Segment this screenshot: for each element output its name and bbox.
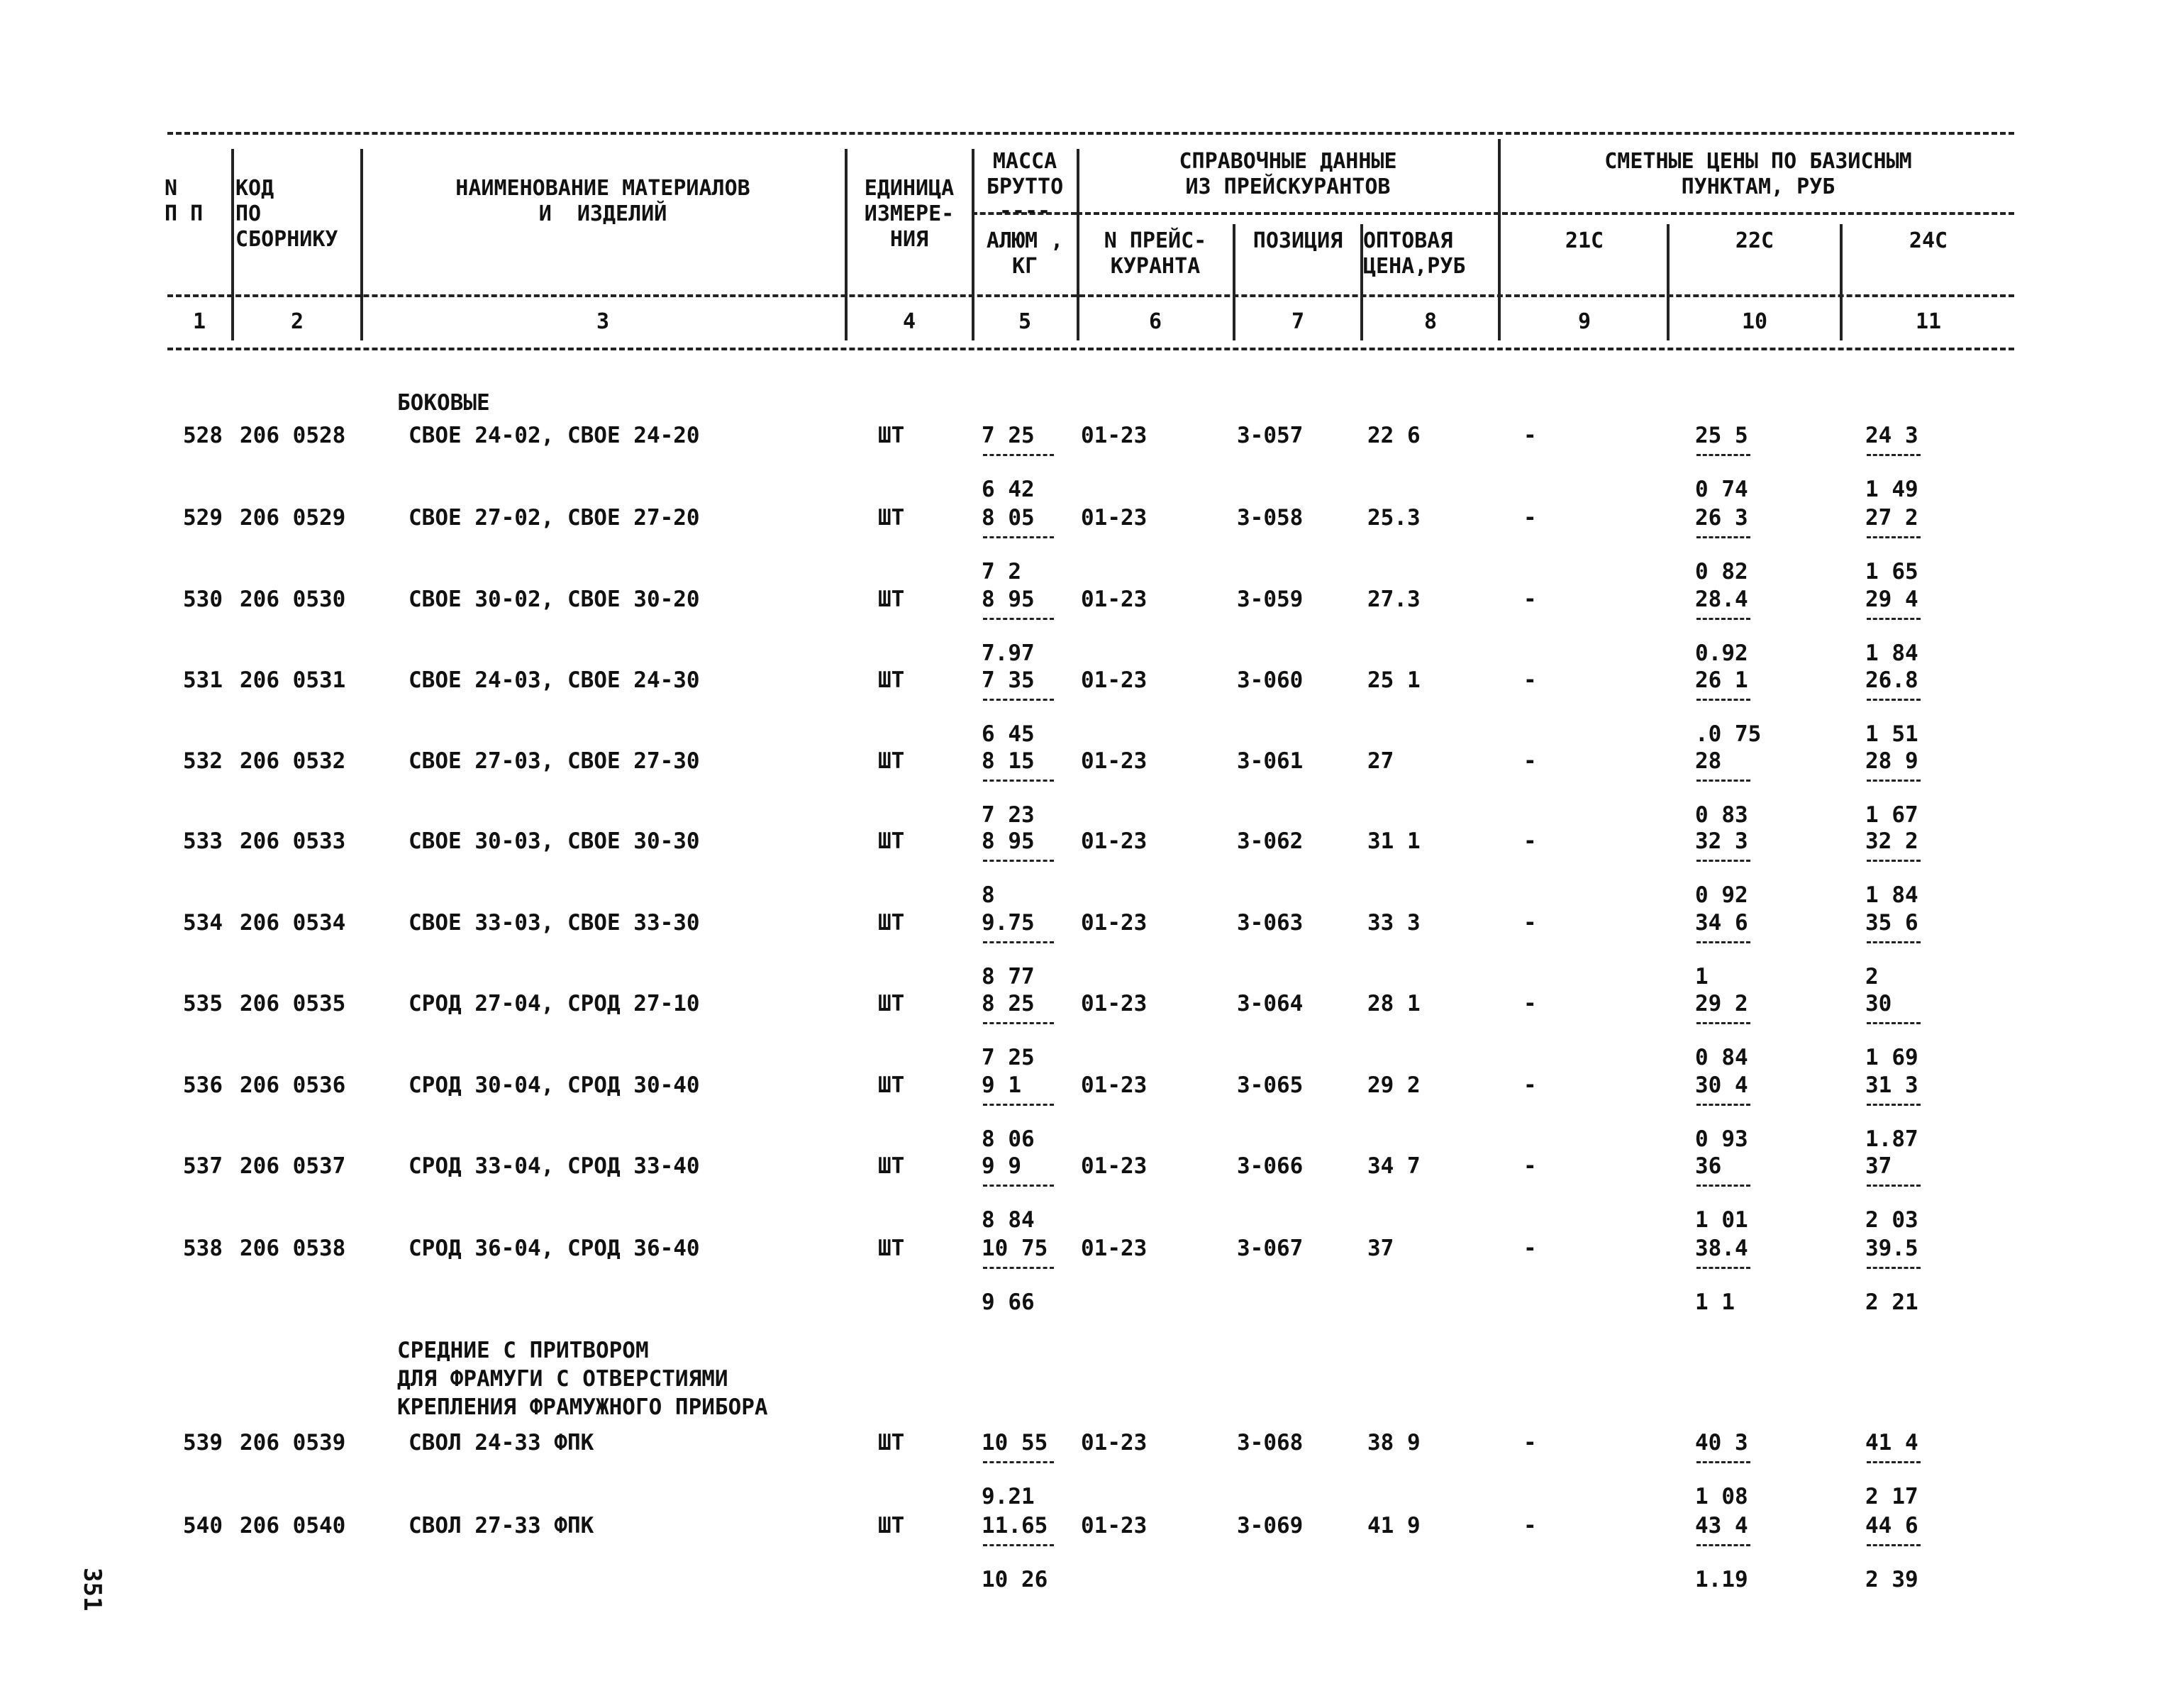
row-pricelist: 01-23	[1081, 667, 1148, 693]
fraction-dash	[983, 618, 1054, 620]
fraction-dash	[983, 1104, 1054, 1106]
row-price-21c: -	[1523, 748, 1537, 774]
row-mass: 9.75	[982, 910, 1035, 936]
fraction-dash	[983, 1544, 1054, 1546]
row-price-22c-bottom: 0 92	[1695, 882, 1748, 908]
colnum-11: 11	[1915, 309, 1942, 334]
row-price-22c-bottom: 1 08	[1695, 1484, 1748, 1509]
row-price-22c: 26 3	[1695, 505, 1748, 531]
row-number: 535	[183, 991, 223, 1016]
row-price-24c-bottom: 2	[1865, 964, 1879, 989]
row-price-24c: 26.8	[1865, 667, 1918, 693]
row-mass: 7 35	[982, 667, 1035, 693]
row-number: 529	[183, 505, 223, 531]
header-col8: ОПТОВАЯ ЦЕНА,РУБ	[1363, 228, 1466, 279]
row-unit: ШТ	[878, 667, 905, 693]
row-mass-aluminium: 8 84	[982, 1207, 1035, 1233]
row-mass-aluminium: 9.21	[982, 1484, 1035, 1509]
row-position: 3-069	[1237, 1513, 1304, 1538]
row-unit: ШТ	[878, 505, 905, 531]
row-mass: 8 95	[982, 587, 1035, 612]
row-position: 3-059	[1237, 587, 1304, 612]
row-price-22c-bottom: 0 83	[1695, 802, 1748, 828]
row-price-21c: -	[1523, 828, 1537, 854]
row-price-24c-bottom: 1 49	[1865, 477, 1918, 502]
row-unit: ШТ	[878, 1236, 905, 1261]
row-mass-aluminium: 9 66	[982, 1290, 1035, 1315]
row-wholesale-price: 27	[1367, 748, 1394, 774]
row-number: 531	[183, 667, 223, 693]
section-title-side: БОКОВЫЕ	[397, 390, 490, 416]
row-number: 538	[183, 1236, 223, 1261]
header-sep-8	[1498, 139, 1501, 340]
row-price-24c: 28 9	[1865, 748, 1918, 774]
fraction-dash	[1867, 618, 1921, 620]
row-unit: ШТ	[878, 1513, 905, 1538]
row-position: 3-066	[1237, 1153, 1304, 1179]
row-name: СВОЕ 24-02, СВОЕ 24-20	[409, 423, 700, 448]
header-top-rule	[167, 132, 2014, 135]
row-name: СРОД 33-04, СРОД 33-40	[409, 1153, 700, 1179]
row-wholesale-price: 25.3	[1367, 505, 1421, 531]
header-col5-top: МАССА БРУТТО	[986, 149, 1064, 199]
row-pricelist: 01-23	[1081, 748, 1148, 774]
row-name: СРОД 36-04, СРОД 36-40	[409, 1236, 700, 1261]
fraction-dash	[1867, 941, 1921, 943]
row-price-22c-bottom: .0 75	[1695, 721, 1762, 747]
row-number: 540	[183, 1513, 223, 1538]
row-price-24c-bottom: 2 21	[1865, 1290, 1918, 1315]
row-price-22c-bottom: 0 82	[1695, 559, 1748, 584]
row-price-24c: 39.5	[1865, 1236, 1918, 1261]
row-mass: 8 05	[982, 505, 1035, 531]
fraction-dash	[1696, 780, 1750, 782]
row-price-24c: 37	[1865, 1153, 1892, 1179]
row-mass-aluminium: 8 77	[982, 964, 1035, 989]
row-price-22c-bottom: 1	[1695, 964, 1709, 989]
row-pricelist: 01-23	[1081, 910, 1148, 936]
row-price-22c: 32 3	[1695, 828, 1748, 854]
row-mass: 8 95	[982, 828, 1035, 854]
row-pricelist: 01-23	[1081, 1513, 1148, 1538]
row-mass: 10 75	[982, 1236, 1048, 1261]
row-code: 206 0538	[240, 1236, 346, 1261]
fraction-dash	[1867, 780, 1921, 782]
header-col2: КОД ПО СБОРНИКУ	[235, 176, 338, 252]
colnum-6: 6	[1148, 309, 1162, 334]
fraction-dash	[1867, 699, 1921, 701]
row-number: 536	[183, 1072, 223, 1098]
row-mass-aluminium: 7 23	[982, 802, 1035, 828]
row-price-24c: 29 4	[1865, 587, 1918, 612]
row-position: 3-057	[1237, 423, 1304, 448]
row-wholesale-price: 28 1	[1367, 991, 1421, 1016]
page-number: 351	[78, 1568, 106, 1612]
header-col5-dash: ----	[999, 199, 1051, 223]
row-price-21c: -	[1523, 1513, 1537, 1538]
header-col9: 21С	[1565, 228, 1604, 253]
fraction-dash	[1696, 941, 1750, 943]
fraction-dash	[1867, 1267, 1921, 1269]
row-pricelist: 01-23	[1081, 587, 1148, 612]
row-price-22c: 29 2	[1695, 991, 1748, 1016]
row-name: СВОЛ 27-33 ФПК	[409, 1513, 594, 1538]
fraction-dash	[1867, 1104, 1921, 1106]
row-price-24c-bottom: 1.87	[1865, 1126, 1918, 1152]
row-unit: ШТ	[878, 1153, 905, 1179]
row-price-22c: 43 4	[1695, 1513, 1748, 1538]
row-price-22c-bottom: 0 84	[1695, 1045, 1748, 1070]
row-price-22c: 36	[1695, 1153, 1722, 1179]
row-name: СВОЕ 30-02, СВОЕ 30-20	[409, 587, 700, 612]
row-price-24c: 31 3	[1865, 1072, 1918, 1098]
header-col3: НАИМЕНОВАНИЕ МАТЕРИАЛОВ И ИЗДЕЛИЙ	[455, 176, 750, 226]
row-mass-aluminium: 7 2	[982, 559, 1021, 584]
fraction-dash	[1696, 1104, 1750, 1106]
row-code: 206 0531	[240, 667, 346, 693]
fraction-dash	[983, 699, 1054, 701]
row-unit: ШТ	[878, 748, 905, 774]
row-price-24c: 24 3	[1865, 423, 1918, 448]
row-unit: ШТ	[878, 1072, 905, 1098]
row-pricelist: 01-23	[1081, 505, 1148, 531]
row-price-21c: -	[1523, 1236, 1537, 1261]
row-wholesale-price: 34 7	[1367, 1153, 1421, 1179]
subheader-rule-ref	[1077, 212, 1499, 215]
header-group-prices: СМЕТНЫЕ ЦЕНЫ ПО БАЗИСНЫМ ПУНКТАМ, РУБ	[1604, 149, 1912, 199]
row-mass-aluminium: 8 06	[982, 1126, 1035, 1152]
row-wholesale-price: 22 6	[1367, 423, 1421, 448]
fraction-dash	[983, 1185, 1054, 1187]
row-price-24c-bottom: 1 84	[1865, 640, 1918, 666]
row-position: 3-068	[1237, 1430, 1304, 1455]
row-number: 534	[183, 910, 223, 936]
row-wholesale-price: 29 2	[1367, 1072, 1421, 1098]
colnum-10: 10	[1741, 309, 1768, 334]
row-position: 3-060	[1237, 667, 1304, 693]
row-price-21c: -	[1523, 1072, 1537, 1098]
row-wholesale-price: 37	[1367, 1236, 1394, 1261]
row-wholesale-price: 31 1	[1367, 828, 1421, 854]
row-mass-aluminium: 6 42	[982, 477, 1035, 502]
row-mass-aluminium: 6 45	[982, 721, 1035, 747]
row-name: СВОЕ 33-03, СВОЕ 33-30	[409, 910, 700, 936]
row-price-22c-bottom: 1 1	[1695, 1290, 1735, 1315]
fraction-dash	[983, 1267, 1054, 1269]
row-number: 530	[183, 587, 223, 612]
header-col10: 22С	[1735, 228, 1774, 253]
row-wholesale-price: 27.3	[1367, 587, 1421, 612]
row-unit: ШТ	[878, 828, 905, 854]
row-price-24c-bottom: 2 17	[1865, 1484, 1918, 1509]
row-number: 537	[183, 1153, 223, 1179]
row-name: СРОД 30-04, СРОД 30-40	[409, 1072, 700, 1098]
fraction-dash	[1696, 1022, 1750, 1024]
row-price-22c: 30 4	[1695, 1072, 1748, 1098]
colnum-8: 8	[1423, 309, 1438, 334]
row-price-24c: 35 6	[1865, 910, 1918, 936]
row-position: 3-065	[1237, 1072, 1304, 1098]
row-code: 206 0537	[240, 1153, 346, 1179]
row-mass: 9 1	[982, 1072, 1021, 1098]
row-number: 532	[183, 748, 223, 774]
row-price-22c-bottom: 0 74	[1695, 477, 1748, 502]
colnum-1: 1	[192, 309, 206, 334]
colnum-3: 3	[596, 309, 610, 334]
row-price-22c: 38.4	[1695, 1236, 1748, 1261]
row-price-22c: 34 6	[1695, 910, 1748, 936]
row-position: 3-058	[1237, 505, 1304, 531]
row-code: 206 0540	[240, 1513, 346, 1538]
header-col11: 24С	[1909, 228, 1948, 253]
row-mass: 7 25	[982, 423, 1035, 448]
row-pricelist: 01-23	[1081, 1072, 1148, 1098]
row-code: 206 0528	[240, 423, 346, 448]
row-pricelist: 01-23	[1081, 1153, 1148, 1179]
row-price-24c-bottom: 2 39	[1865, 1567, 1918, 1592]
row-pricelist: 01-23	[1081, 1236, 1148, 1261]
row-code: 206 0534	[240, 910, 346, 936]
fraction-dash	[1696, 1544, 1750, 1546]
row-price-22c-bottom: 0.92	[1695, 640, 1748, 666]
colnum-2: 2	[290, 309, 304, 334]
row-number: 539	[183, 1430, 223, 1455]
row-mass: 10 55	[982, 1430, 1048, 1455]
row-price-21c: -	[1523, 423, 1537, 448]
row-mass: 8 15	[982, 748, 1035, 774]
row-mass: 8 25	[982, 991, 1035, 1016]
row-price-24c-bottom: 1 69	[1865, 1045, 1918, 1070]
row-unit: ШТ	[878, 1430, 905, 1455]
fraction-dash	[1696, 1185, 1750, 1187]
row-name: СВОЕ 27-02, СВОЕ 27-20	[409, 505, 700, 531]
row-price-22c-bottom: 1 01	[1695, 1207, 1748, 1233]
row-price-21c: -	[1523, 991, 1537, 1016]
fraction-dash	[1696, 536, 1750, 538]
row-price-22c: 26 1	[1695, 667, 1748, 693]
row-code: 206 0529	[240, 505, 346, 531]
section-title-middle: СРЕДНИЕ С ПРИТВОРОМ ДЛЯ ФРАМУГИ С ОТВЕРСТИЯМИ КРЕПЛЕНИЯ ФРАМУЖНОГО ПРИБОРА	[397, 1338, 768, 1420]
fraction-dash	[1696, 1461, 1750, 1463]
row-price-24c-bottom: 1 67	[1865, 802, 1918, 828]
fraction-dash	[1867, 1461, 1921, 1463]
header-sep-3	[845, 149, 848, 340]
row-price-21c: -	[1523, 1153, 1537, 1179]
row-code: 206 0539	[240, 1430, 346, 1455]
colnum-9: 9	[1577, 309, 1592, 334]
fraction-dash	[1867, 1185, 1921, 1187]
row-pricelist: 01-23	[1081, 991, 1148, 1016]
row-mass-aluminium: 10 26	[982, 1567, 1048, 1592]
fraction-dash	[1867, 1544, 1921, 1546]
fraction-dash	[1867, 454, 1921, 456]
row-price-22c: 28	[1695, 748, 1722, 774]
row-position: 3-067	[1237, 1236, 1304, 1261]
subheader-rule-price	[1502, 212, 2014, 215]
row-position: 3-064	[1237, 991, 1304, 1016]
row-mass-aluminium: 8	[982, 882, 995, 908]
fraction-dash	[983, 536, 1054, 538]
row-mass: 11.65	[982, 1513, 1048, 1538]
colnum-7: 7	[1291, 309, 1305, 334]
row-price-24c: 27 2	[1865, 505, 1918, 531]
row-wholesale-price: 41 9	[1367, 1513, 1421, 1538]
row-wholesale-price: 25 1	[1367, 667, 1421, 693]
row-code: 206 0536	[240, 1072, 346, 1098]
row-price-22c-bottom: 0 93	[1695, 1126, 1748, 1152]
header-mid-rule	[167, 294, 2014, 297]
fraction-dash	[1696, 1267, 1750, 1269]
colnum-4: 4	[902, 309, 916, 334]
row-price-24c-bottom: 2 03	[1865, 1207, 1918, 1233]
colnum-5: 5	[1018, 309, 1032, 334]
row-unit: ШТ	[878, 587, 905, 612]
row-name: СВОЕ 30-03, СВОЕ 30-30	[409, 828, 700, 854]
row-price-24c: 32 2	[1865, 828, 1918, 854]
fraction-dash	[1867, 860, 1921, 862]
fraction-dash	[983, 780, 1054, 782]
fraction-dash	[1867, 536, 1921, 538]
fraction-dash	[1696, 860, 1750, 862]
row-price-22c: 28.4	[1695, 587, 1748, 612]
row-price-24c-bottom: 1 51	[1865, 721, 1918, 747]
row-mass: 9 9	[982, 1153, 1021, 1179]
row-price-22c-bottom: 1.19	[1695, 1567, 1748, 1592]
row-price-21c: -	[1523, 667, 1537, 693]
row-unit: ШТ	[878, 423, 905, 448]
row-price-22c: 25 5	[1695, 423, 1748, 448]
row-price-21c: -	[1523, 505, 1537, 531]
row-price-24c: 30	[1865, 991, 1892, 1016]
row-pricelist: 01-23	[1081, 423, 1148, 448]
row-price-22c: 40 3	[1695, 1430, 1748, 1455]
fraction-dash	[1696, 454, 1750, 456]
row-position: 3-061	[1237, 748, 1304, 774]
row-wholesale-price: 38 9	[1367, 1430, 1421, 1455]
header-col7: ПОЗИЦИЯ	[1252, 228, 1343, 253]
header-col6: N ПРЕЙС- КУРАНТА	[1104, 228, 1207, 279]
row-pricelist: 01-23	[1081, 1430, 1148, 1455]
row-price-24c: 44 6	[1865, 1513, 1918, 1538]
row-code: 206 0530	[240, 587, 346, 612]
header-col5-bottom: АЛЮМ , КГ	[986, 228, 1064, 279]
fraction-dash	[1867, 1022, 1921, 1024]
row-number: 533	[183, 828, 223, 854]
row-price-24c: 41 4	[1865, 1430, 1918, 1455]
row-code: 206 0533	[240, 828, 346, 854]
row-number: 528	[183, 423, 223, 448]
fraction-dash	[1696, 618, 1750, 620]
row-name: СВОЕ 24-03, СВОЕ 24-30	[409, 667, 700, 693]
row-mass-aluminium: 7.97	[982, 640, 1035, 666]
fraction-dash	[983, 1022, 1054, 1024]
row-code: 206 0535	[240, 991, 346, 1016]
row-price-21c: -	[1523, 910, 1537, 936]
row-unit: ШТ	[878, 991, 905, 1016]
row-name: СРОД 27-04, СРОД 27-10	[409, 991, 700, 1016]
row-name: СВОЛ 24-33 ФПК	[409, 1430, 594, 1455]
row-code: 206 0532	[240, 748, 346, 774]
row-unit: ШТ	[878, 910, 905, 936]
header-col1: N П П	[165, 176, 204, 226]
fraction-dash	[983, 454, 1054, 456]
row-price-24c-bottom: 1 84	[1865, 882, 1918, 908]
row-position: 3-063	[1237, 910, 1304, 936]
row-price-24c-bottom: 1 65	[1865, 559, 1918, 584]
row-price-21c: -	[1523, 587, 1537, 612]
header-bottom-rule	[167, 348, 2014, 350]
row-wholesale-price: 33 3	[1367, 910, 1421, 936]
row-name: СВОЕ 27-03, СВОЕ 27-30	[409, 748, 700, 774]
fraction-dash	[983, 941, 1054, 943]
row-mass-aluminium: 7 25	[982, 1045, 1035, 1070]
row-position: 3-062	[1237, 828, 1304, 854]
fraction-dash	[1696, 699, 1750, 701]
header-col4: ЕДИНИЦА ИЗМЕРЕ- НИЯ	[864, 176, 955, 252]
row-pricelist: 01-23	[1081, 828, 1148, 854]
row-price-21c: -	[1523, 1430, 1537, 1455]
fraction-dash	[983, 1461, 1054, 1463]
fraction-dash	[983, 860, 1054, 862]
header-group-reference: СПРАВОЧНЫЕ ДАННЫЕ ИЗ ПРЕЙСКУРАНТОВ	[1179, 149, 1397, 199]
